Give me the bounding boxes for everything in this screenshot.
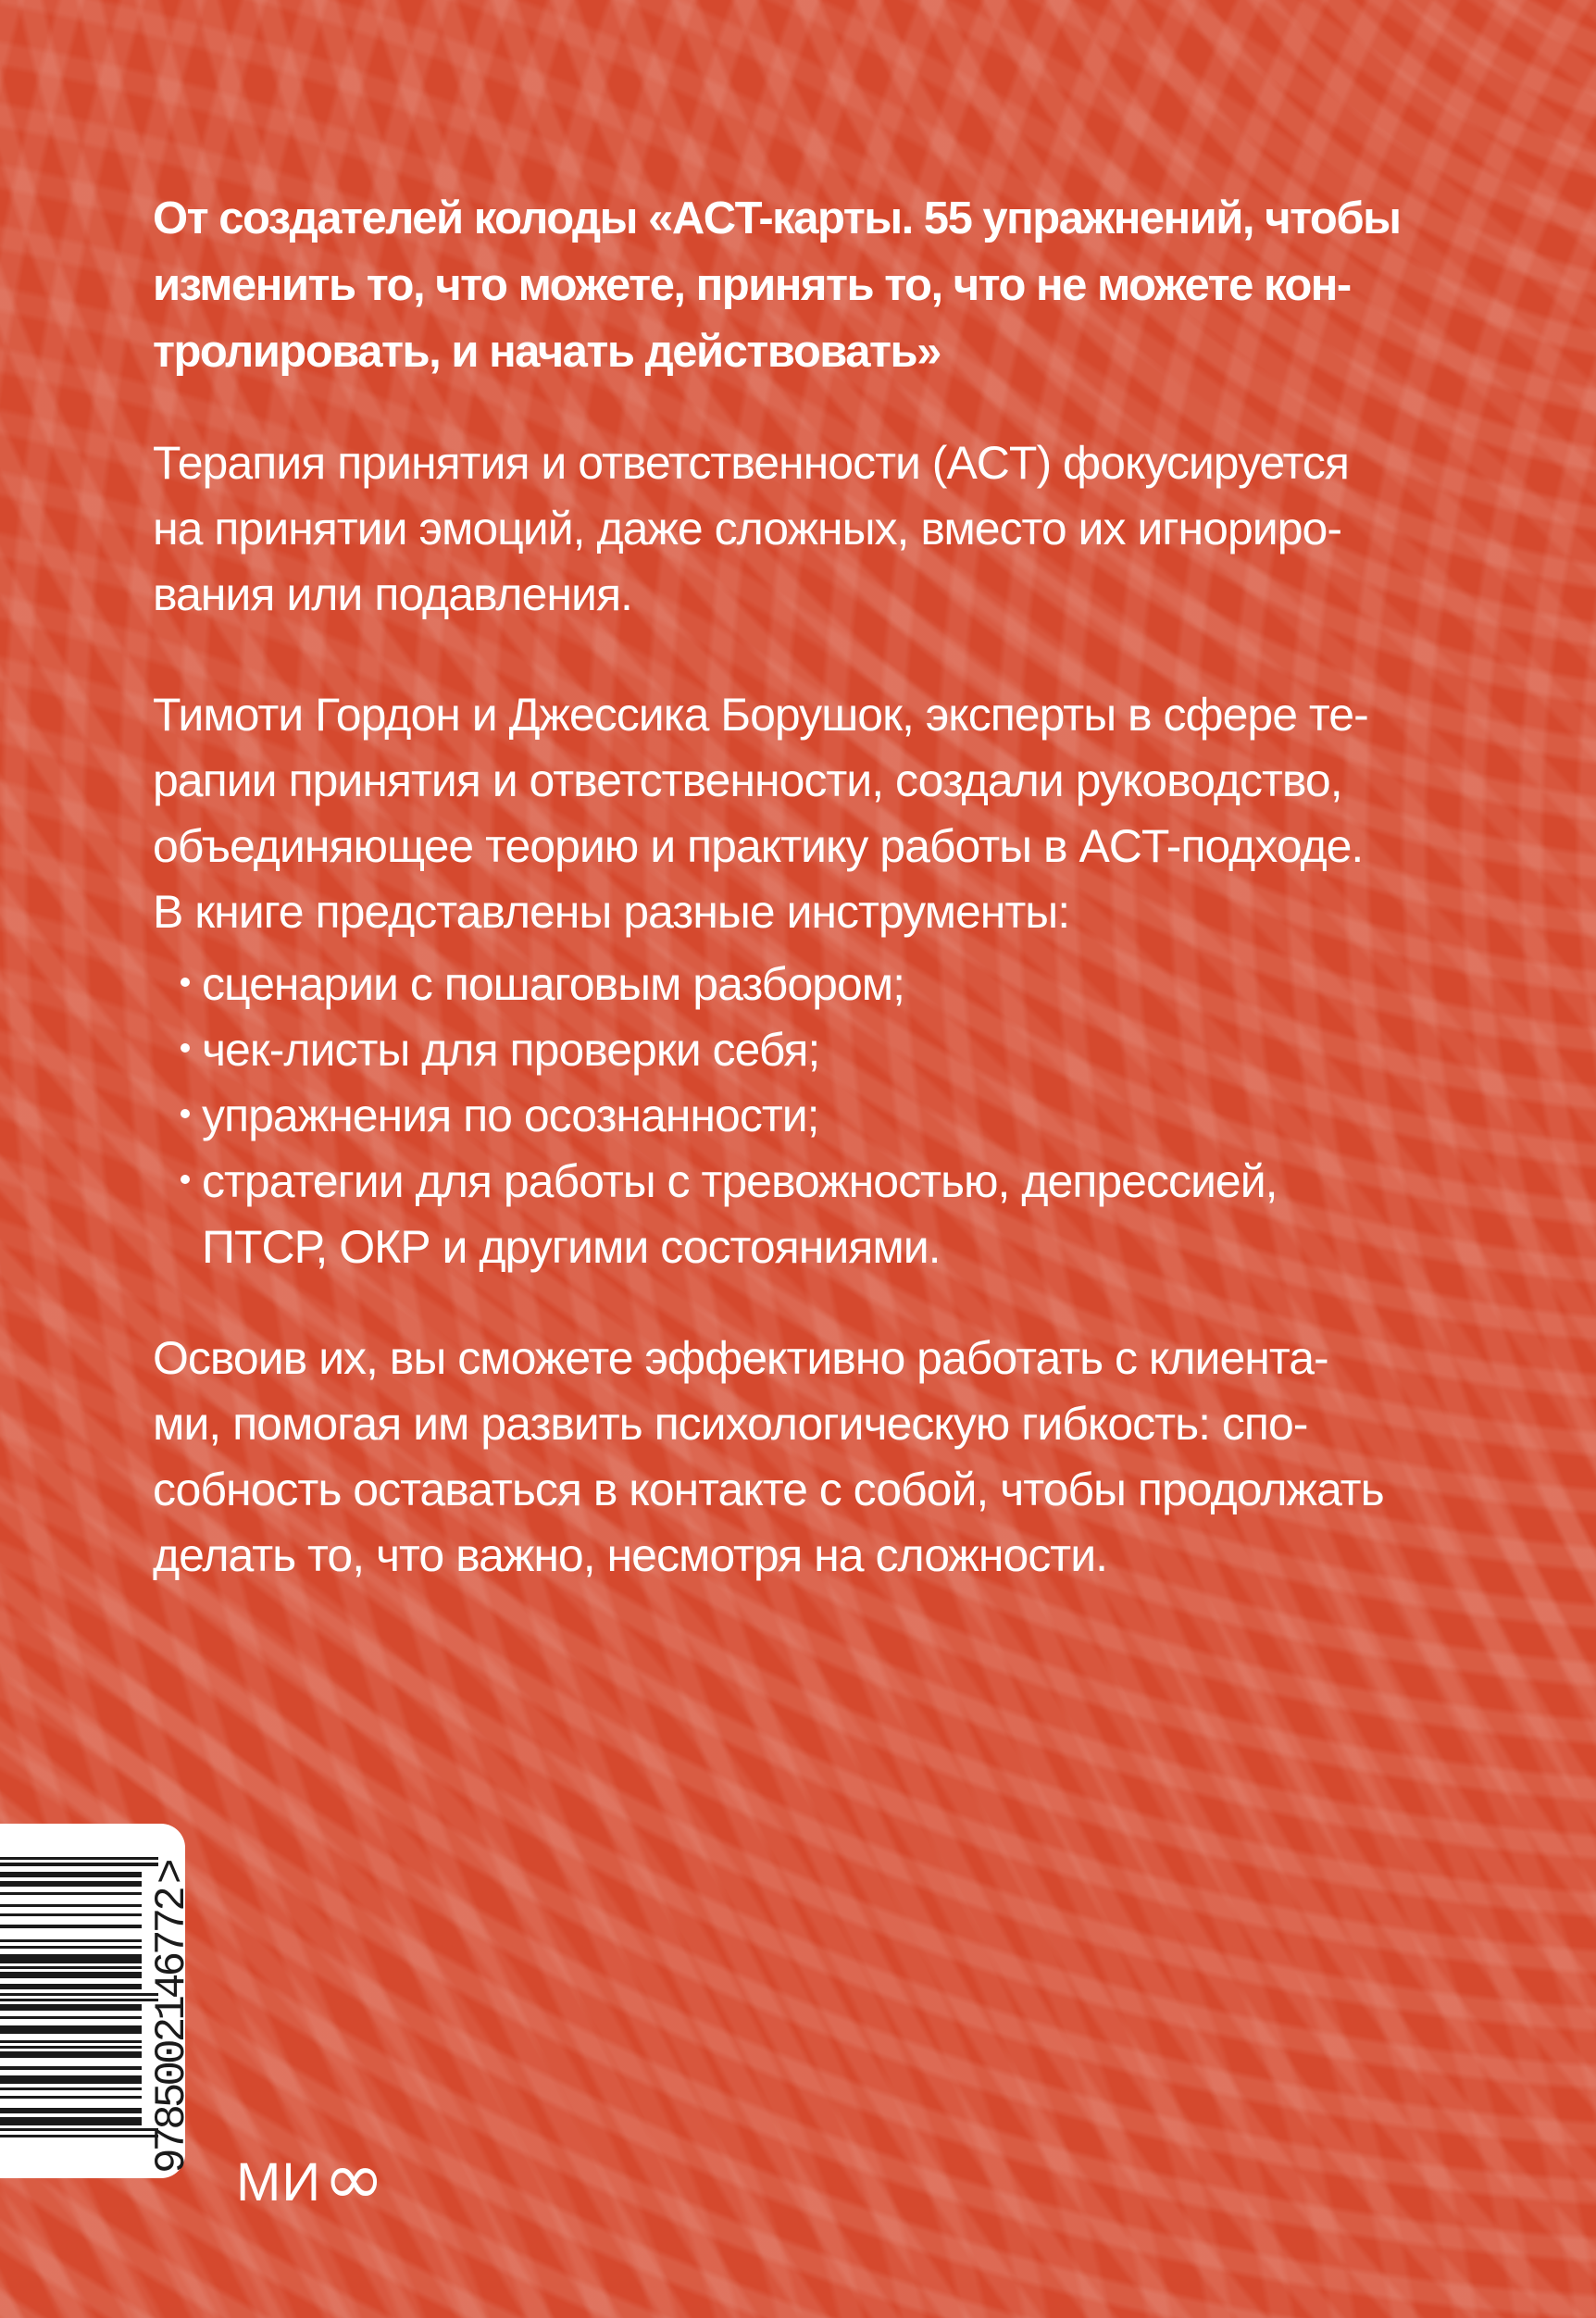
paragraph-line: делать то, что важно, несмотря на сложности.	[153, 1529, 1108, 1581]
paragraph-act-description	[153, 430, 1349, 628]
paragraph-authors	[153, 682, 1368, 945]
logo-letters: МИ	[236, 2152, 322, 2212]
barcode	[0, 1824, 196, 2178]
paragraph-line: объединяющее теорию и практику работы в ACT-подходе.	[153, 820, 1364, 872]
list-item	[153, 1083, 1278, 1149]
paragraph-line: собность оставаться в контакте с собой, чтобы продолжать	[153, 1464, 1384, 1515]
headline-line: изменить то, что можете, принять то, что не можете кон-	[153, 260, 1351, 310]
paragraph-outcome	[153, 1326, 1384, 1589]
bullet-dot-icon	[181, 978, 190, 987]
bullet-list	[153, 952, 1278, 1280]
paragraph-line: рапии принятия и ответственности, создали руководство,	[153, 754, 1342, 806]
bullet-dot-icon	[181, 1109, 190, 1118]
bullet-line: ПТСР, ОКР и другими состояниями.	[202, 1221, 941, 1273]
paragraph-line: ми, помогая им развить психологическую гибкость: спо-	[153, 1398, 1308, 1450]
paragraph-line: Терапия принятия и ответственности (ACT) фокусируется	[153, 437, 1349, 489]
barcode-number	[148, 1857, 196, 2174]
list-item	[153, 952, 1278, 1017]
paragraph-line: В книге представлены разные инструменты:	[153, 886, 1070, 938]
headline-line: От создателей колоды «ACT-карты. 55 упражнений, чтобы	[153, 193, 1401, 243]
list-item	[153, 1149, 1278, 1280]
bullet-dot-icon	[181, 1175, 190, 1184]
list-item	[153, 1017, 1278, 1083]
infinity-icon: ∞	[323, 2136, 385, 2222]
headline-line: тролировать, и начать действовать»	[153, 327, 941, 377]
publisher-logo-mif	[236, 2136, 385, 2222]
bullet-dot-icon	[181, 1043, 190, 1053]
bullet-line: сценарии с пошаговым разбором;	[202, 958, 905, 1010]
headline	[153, 185, 1400, 385]
barcode-quiet-zone-mark: >	[148, 1862, 196, 1885]
paragraph-line: Освоив их, вы сможете эффективно работать с клиента-	[153, 1332, 1328, 1384]
paragraph-line: на принятии эмоций, даже сложных, вместо их игнориро-	[153, 503, 1341, 555]
bullet-line: упражнения по осознанности;	[202, 1090, 819, 1141]
paragraph-line: вания или подавления.	[153, 568, 632, 620]
bullet-line: стратегии для работы с тревожностью, депрессией,	[202, 1155, 1278, 1207]
isbn-digits: 9785002146772	[148, 1889, 196, 2174]
paragraph-line: Тимоти Гордон и Джессика Борушок, эксперты в сфере те-	[153, 689, 1368, 741]
barcode-bars	[0, 1857, 158, 2137]
bullet-line: чек-листы для проверки себя;	[202, 1024, 820, 1076]
